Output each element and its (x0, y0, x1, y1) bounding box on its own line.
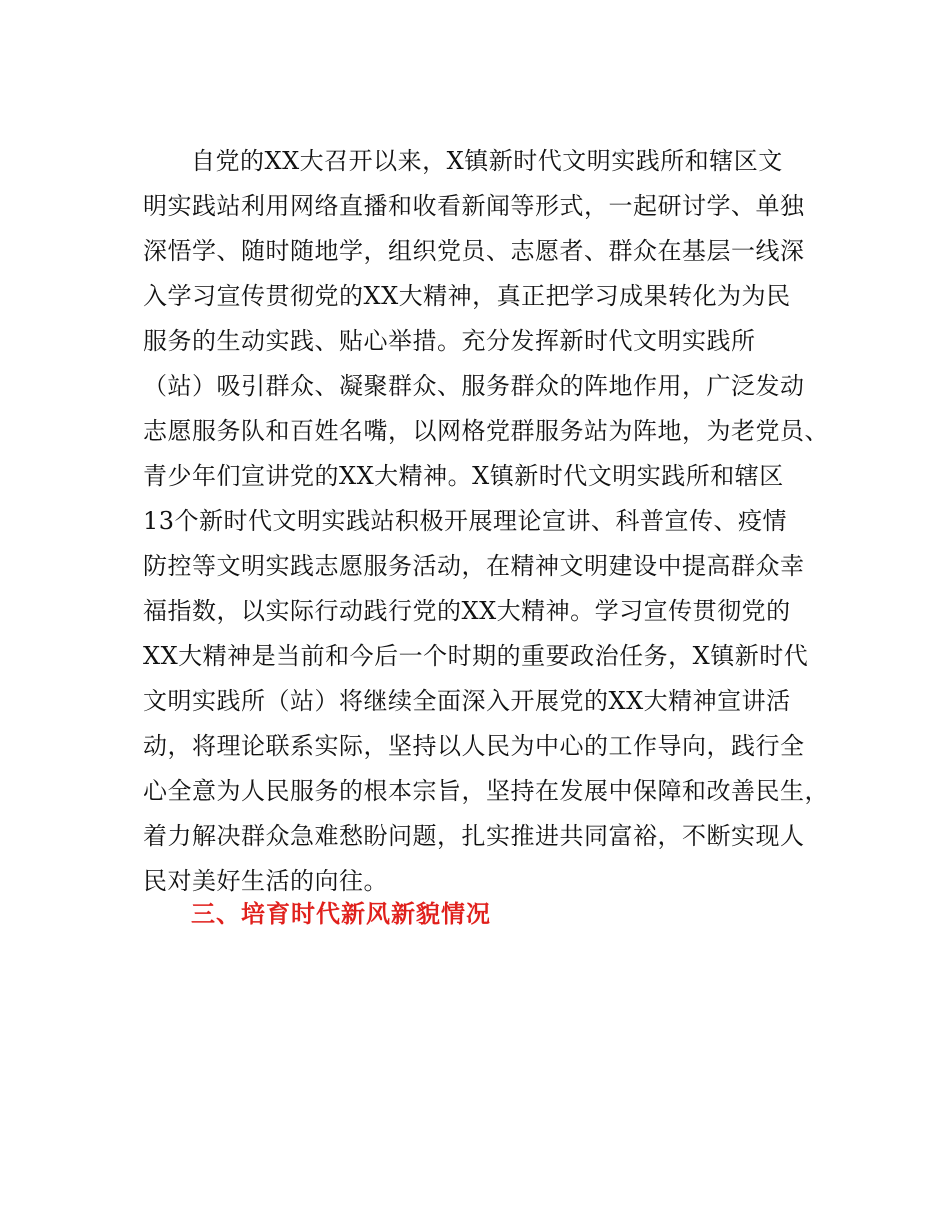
paragraph-line: 动，将理论联系实际，坚持以人民为中心的工作导向，践行全 (143, 732, 805, 760)
paragraph-line: 文明实践所（站）将继续全面深入开展党的XX大精神宣讲活 (143, 687, 791, 715)
paragraph-line: 着力解决群众急难愁盼问题，扎实推进共同富裕，不断实现人 (143, 822, 805, 850)
paragraph-line: XX大精神是当前和今后一个时期的重要政治任务，X镇新时代 (143, 642, 809, 670)
paragraph-line: 服务的生动实践、贴心举措。充分发挥新时代文明实践所 (143, 327, 756, 355)
paragraph-line: 防控等文明实践志愿服务活动，在精神文明建设中提高群众幸 (143, 552, 805, 580)
paragraph-line: 心全意为人民服务的根本宗旨，坚持在发展中保障和改善民生， (143, 777, 829, 805)
paragraph-line: （站）吸引群众、凝聚群众、服务群众的阵地作用，广泛发动 (143, 372, 805, 400)
paragraph-line: 福指数，以实际行动践行党的XX大精神。学习宣传贯彻党的 (143, 597, 791, 625)
section-heading: 三、培育时代新风新貌情况 (191, 900, 491, 928)
paragraph-line: 志愿服务队和百姓名嘴，以网格党群服务站为阵地，为老党员、 (143, 417, 829, 445)
paragraph-line: 13个新时代文明实践站积极开展理论宣讲、科普宣传、疫情 (143, 507, 788, 535)
body-paragraph (143, 139, 843, 904)
paragraph-line: 入学习宣传贯彻党的XX大精神，真正把学习成果转化为为民 (143, 282, 791, 310)
paragraph-line: 民对美好生活的向往。 (143, 867, 388, 895)
paragraph-line: 青少年们宣讲党的XX大精神。X镇新时代文明实践所和辖区 (143, 462, 784, 490)
paragraph-line: 自党的XX大召开以来，X镇新时代文明实践所和辖区文 (191, 147, 783, 175)
paragraph-line: 明实践站利用网络直播和收看新闻等形式，一起研讨学、单独 (143, 192, 805, 220)
paragraph-line: 深悟学、随时随地学，组织党员、志愿者、群众在基层一线深 (143, 237, 805, 265)
